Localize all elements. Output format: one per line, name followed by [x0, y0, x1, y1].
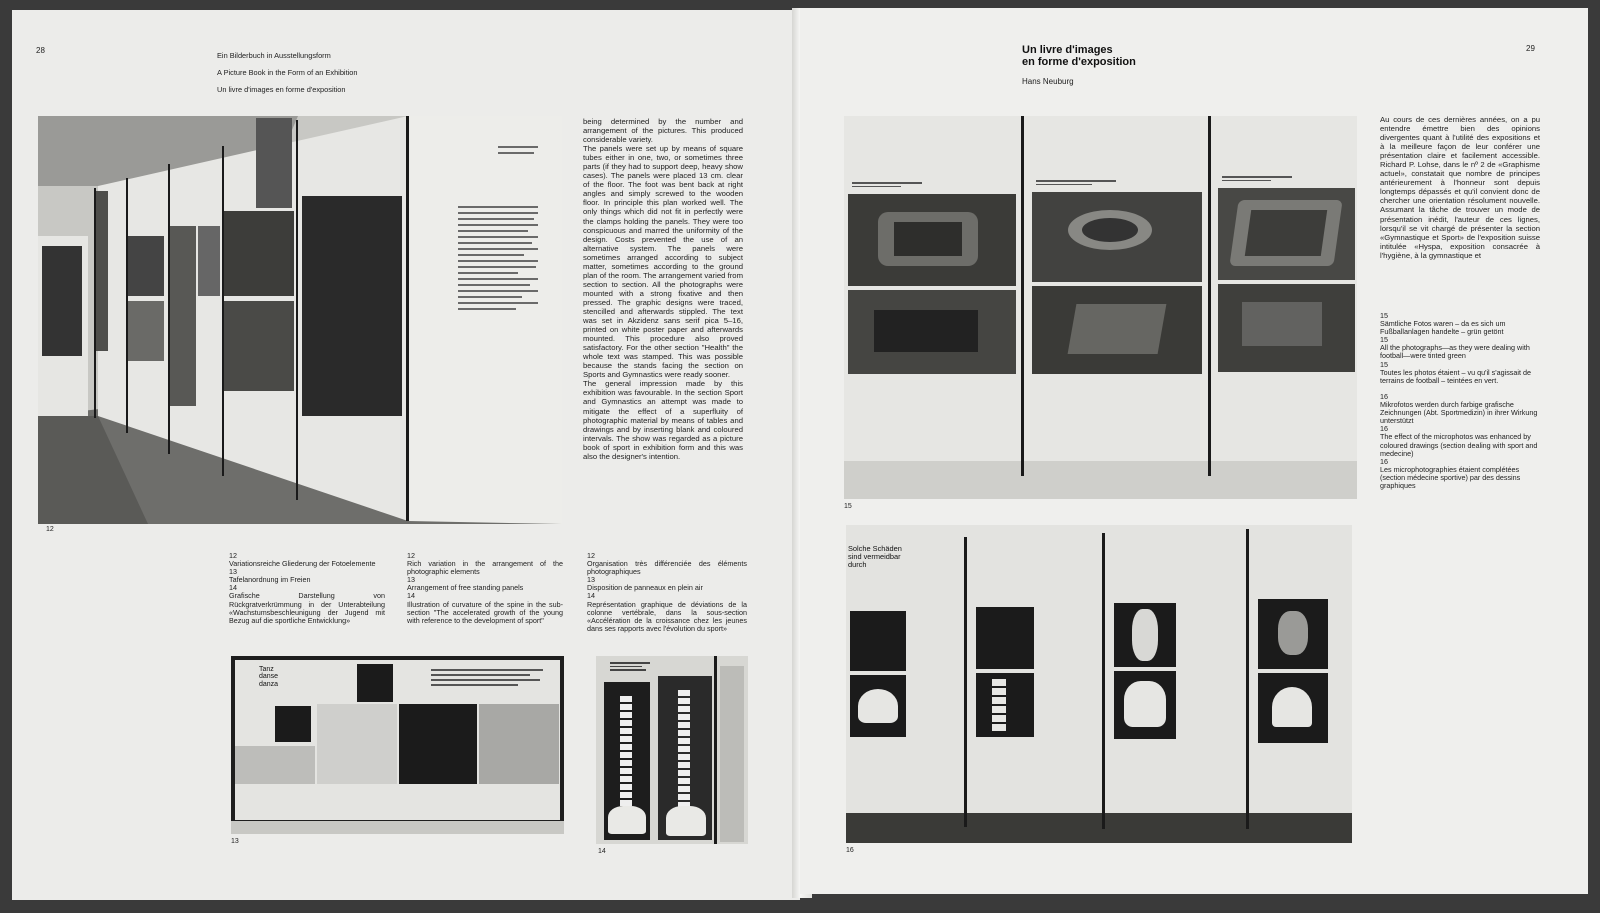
dance-text-block [431, 666, 555, 700]
figure-16-number: 16 [846, 847, 854, 854]
figure-15-photo [844, 116, 1357, 499]
ground [231, 821, 564, 834]
figure-13-number: 13 [231, 838, 239, 845]
stadium-caption-3 [1036, 178, 1116, 187]
article-author: Hans Neuburg [1022, 77, 1074, 86]
pole-16b [1102, 533, 1105, 829]
spine-drawing-left [620, 696, 632, 816]
xray-2b [976, 673, 1034, 737]
figure-14-number: 14 [598, 848, 606, 855]
spine-text-block [610, 660, 650, 678]
spine-panel-edge [720, 666, 744, 842]
captions-english: 12 Rich variation in the arrangement of the photographic elements 13 Arrangement of free standing panels 14 Illustration of curvature of the spine in the sub-section "The accelerated growth of the young with reference to the development of sport" [407, 551, 563, 625]
figure-15-number: 15 [844, 503, 852, 510]
captions-15-16: 15 Sämtliche Fotos waren – da es sich um Fußballanlagen handelte – grün getönt 15 All the photographs—as they were dealing with football—were tinted green 15 Toutes les photos étaient – vu qu'il s'agissait de terrains de football – teintées en vert. 16 Mikrofotos werden durch farbige grafische Zeichnungen (Abt. Sportmedizin) in ihrer Wirkung unterstützt 16 The effect of the microphotos was enhanced by coloured drawings (section dealing with sport and medecine) 16 Les microphotographies étaient complétées (section médecine sportive) par des dessins graphiques [1380, 311, 1538, 490]
stadium-photo-5 [1218, 188, 1355, 280]
dance-photo-group [479, 704, 559, 784]
right-page [800, 8, 1588, 894]
stadium-photo-2 [848, 290, 1016, 374]
stadium-photo-3 [1032, 192, 1202, 282]
header-line-german: Ein Bilderbuch in Ausstellungsform [217, 51, 331, 61]
figure-14-photo [596, 656, 748, 844]
body-text-french: Au cours de ces dernières années, on a pu entendre émettre bien des opinions divergentes quant à l'utilité des expositions et à la meilleure façon de leur conférer une présentation claire et facilement accessible. Richard P. Lohse, dans le nº 2 de «Graphisme actuel», constatait que nombre de principes antérieurement à l'honneur sont depuis longtemps dépassés et qu'il convient donc de chercher une orientation résolument nouvelle. Assumant la tâche de trouver un mode de présentation inédit, l'auteur de ces lignes, lorsqu'il se vit chargé de présenter la section «Gymnastique et Sport» de l'exposition suisse intitulée «Hyspa, exposition consacrée à l'hygiène, à la gymnastique et [1380, 115, 1540, 260]
xray-1a [850, 611, 906, 671]
header-line-english: A Picture Book in the Form of an Exhibition [217, 68, 358, 78]
page-number-left: 28 [36, 46, 45, 55]
figure-12-photo [38, 116, 562, 524]
stadium-photo-4 [1032, 286, 1202, 374]
xray-4a [1258, 599, 1328, 669]
panel-16-heading: Solche Schäden sind vermeidbar durch [848, 544, 902, 569]
xray-3b [1114, 671, 1176, 739]
pelvis-drawing-right [666, 806, 706, 836]
stadium-photo-6 [1218, 284, 1355, 372]
stadium-caption-5 [1222, 174, 1292, 183]
figure-13-photo [231, 656, 564, 834]
figure-16-photo [846, 525, 1352, 843]
figure-12-number: 12 [46, 526, 54, 533]
spine-drawing-right [678, 690, 690, 816]
dance-label: Tanz danse danza [259, 666, 279, 688]
panel-pole [714, 656, 717, 844]
floor-16 [846, 813, 1352, 843]
stadium-photo-1 [848, 194, 1016, 286]
dance-photo-jump [317, 704, 397, 784]
stadium-caption-1 [852, 180, 922, 189]
pelvis-drawing-left [608, 806, 646, 834]
xray-4b [1258, 673, 1328, 743]
pole-15a [1021, 116, 1024, 476]
body-text-english: being determined by the number and arrangement of the pictures. This produced considerable variety. The panels were set up by means of square tubes either in one, two, or sometimes three parts (if they had to support deep, heavy show cases). The panels were placed 13 cm. clear of the floor. The foot was bent back at right angles and simply screwed to the wooden floor. In principle this plan worked well. The only things which did not fit in perfectly were the clamps holding the panels. They were too conspicuous and marred the uniformity of the design. Costs prevented the use of an alternative system. The panels were sometimes arranged according to subject matter, sometimes according to the ground plan of the room. The arrangement varied from section to section. All the photographs were mounted with a strong fixative and then pressed. The graphic designs were traced, stencilled and afterwards stippled. The text was set in Akzidenz sans serif pica 5–16, printed on white poster paper and afterwards mounted. This procedure also proved satisfactory. For the other section "Health" the whole text was stamped. This was possible because the stands facing the section on Sports and Gymnastics were ready sooner. The general impression made by this exhibition was favourable. In the section Sport and Gymnastics an attempt was made to mitigate the effect of a superfluity of photographic material by means of tables and drawings and by inserting blank and coloured intervals. The show was regarded as a picture book of sport in exhibition form and this was also the designer's intention. [583, 117, 743, 461]
xray-3a [1114, 603, 1176, 667]
pole-16c [1246, 529, 1249, 829]
pole-16a [964, 537, 967, 827]
header-line-french: Un livre d'images en forme d'exposition [217, 85, 346, 95]
article-title: Un livre d'images en forme d'exposition [1022, 44, 1136, 69]
dance-photo-left [275, 706, 311, 742]
captions-german: 12 Variationsreiche Gliederung der Fotoelemente 13 Tafelanordnung im Freien 14 Grafische Darstellung von Rückgratverkrümmung in der Unterabteilung «Wachstumsbeschleunigung der Jugend mit Bezug auf die sportliche Entwicklung» [229, 551, 385, 625]
dance-photo-pair [235, 746, 315, 784]
xray-1b [850, 675, 906, 737]
dance-photo-small [357, 664, 393, 702]
page-number-right: 29 [1526, 44, 1535, 53]
pole-15b [1208, 116, 1211, 476]
xray-2a [976, 607, 1034, 669]
running-header [217, 44, 358, 103]
dance-photo-ballerina [399, 704, 477, 784]
captions-french: 12 Organisation très différenciée des éléments photographiques 13 Disposition de panneaux en plein air 14 Représentation graphique de déviations de la colonne vertébrale, dans la sous-section «Accélération de la croissance chez les jeunes dans ses rapports avec l'évolution du sport» [587, 551, 747, 633]
left-page [12, 10, 800, 900]
floor [844, 461, 1357, 499]
exhibition-hall-illustration [38, 116, 562, 524]
